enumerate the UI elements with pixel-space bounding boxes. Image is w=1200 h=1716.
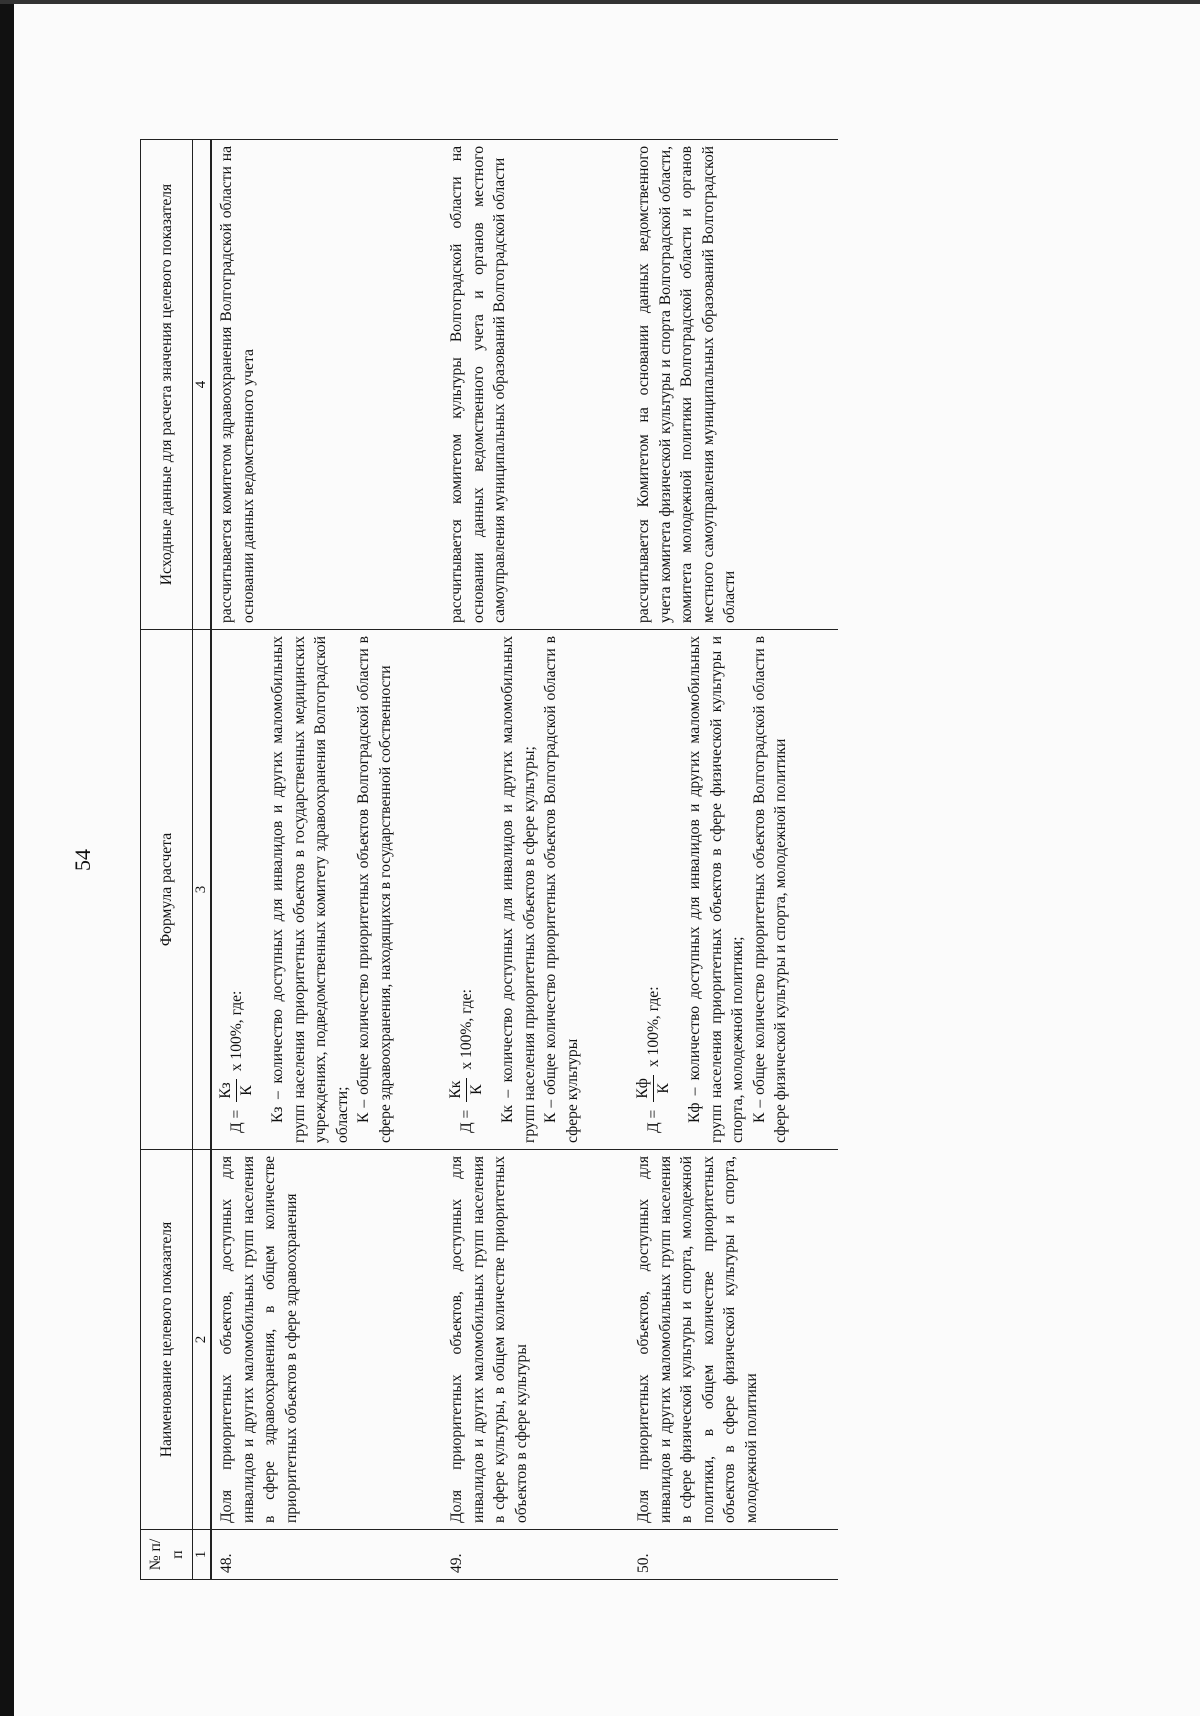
formula-definition: Кз – количество доступных для инвалидов и других маломобильных групп населения приоритетных объектов в государственных медицинских учреждениях, подведомственных комитету здравоохранения Волгоградской области; <box>269 636 351 1143</box>
indicator-name: Доля приоритетных объектов, доступных для инвалидов и других маломобильных групп населения в сфере здравоохранения, в общем количестве приоритетных объектов в сфере здравоохранения <box>211 1150 442 1530</box>
scan-edge-top <box>0 0 1200 4</box>
formula-lhs: Д = <box>457 1109 475 1133</box>
table-row <box>211 140 442 1580</box>
row-number: 50. <box>629 1530 838 1580</box>
header-indicator-name: Наименование целевого показателя <box>141 1150 193 1530</box>
formula <box>633 986 674 1133</box>
formula-cell <box>211 630 442 1150</box>
formula-fraction <box>633 1075 674 1102</box>
formula-denominator: К <box>238 1085 255 1096</box>
source-data: рассчитывается Комитетом на основании данных ведомственного учета комитета физической культуры и спорта Волгоградской области, комитета молодежной политики Волгоградской области и органов местного самоуправления муниципальных образований Волгоградской области <box>629 140 838 630</box>
indicator-name: Доля приоритетных объектов, доступных для инвалидов и других маломобильных групп населения в сфере физической культуры и спорта, молодежной политики, в общем количестве приоритетных объектов в сфере физической культуры и спорта, молодежной политики <box>629 1150 838 1530</box>
column-number: 3 <box>193 630 212 1150</box>
header-number: № п/п <box>141 1530 193 1580</box>
formula-rhs: х 100%, где: <box>227 990 245 1072</box>
indicator-table <box>140 139 838 1580</box>
formula-lhs: Д = <box>644 1109 662 1133</box>
source-data: рассчитывается комитетом культуры Волгоградской области на основании данных ведомственного учета и органов местного самоуправления муниципальных образований Волгоградской области <box>442 140 629 630</box>
indicator-name: Доля приоритетных объектов, доступных для инвалидов и других маломобильных групп населения в сфере культуры, в общем количестве приоритетных объектов в сфере культуры <box>442 1150 629 1530</box>
rotated-content <box>70 140 1040 1580</box>
header-formula: Формула расчета <box>141 630 193 1150</box>
row-number: 48. <box>211 1530 442 1580</box>
source-data: рассчитывается комитетом здравоохранения Волгоградской области на основании данных ведомственного учета <box>211 140 442 630</box>
formula-definition: К – общее количество приоритетных объектов Волгоградской области в сфере физической культуры и спорта, молодежной политики <box>750 636 789 1143</box>
formula-rhs: х 100%, где: <box>457 988 475 1070</box>
header-source-data: Исходные данные для расчета значения целевого показателя <box>141 140 193 630</box>
formula-denominator: К <box>655 1083 672 1094</box>
formula-numerator: Кк <box>446 1078 467 1102</box>
formula <box>216 991 257 1133</box>
table-row <box>629 140 838 1580</box>
formula-lhs: Д = <box>227 1109 245 1133</box>
formula-denominator: К <box>468 1084 485 1095</box>
scan-edge-left <box>0 0 14 1716</box>
formula <box>446 989 487 1133</box>
formula-rhs: х 100%, где: <box>644 986 662 1068</box>
column-number: 2 <box>193 1150 212 1530</box>
formula-cell <box>629 630 838 1150</box>
table-row <box>442 140 629 1580</box>
header-row <box>141 140 193 1580</box>
formula-definition: К – общее количество приоритетных объектов Волгоградской области в сфере культуры <box>542 636 581 1143</box>
page-number: 54 <box>70 849 95 871</box>
column-number: 4 <box>193 140 212 630</box>
formula-definition: К – общее количество приоритетных объектов Волгоградской области в сфере здравоохранения, находящихся в государственной собственности <box>355 636 394 1143</box>
formula-numerator: Кз <box>216 1079 237 1101</box>
formula-cell <box>442 630 629 1150</box>
column-number: 1 <box>193 1530 212 1580</box>
formula-definition: Кк – количество доступных для инвалидов и других маломобильных групп населения приоритетных объектов в сфере культуры; <box>499 636 538 1143</box>
formula-fraction <box>216 1079 257 1101</box>
column-number-row <box>193 140 212 1580</box>
formula-definition: Кф – количество доступных для инвалидов и других маломобильных групп населения приоритетных объектов в сфере физической культуры и спорта, молодежной политики; <box>686 636 746 1143</box>
formula-numerator: Кф <box>633 1075 654 1102</box>
formula-fraction <box>446 1078 487 1102</box>
row-number: 49. <box>442 1530 629 1580</box>
